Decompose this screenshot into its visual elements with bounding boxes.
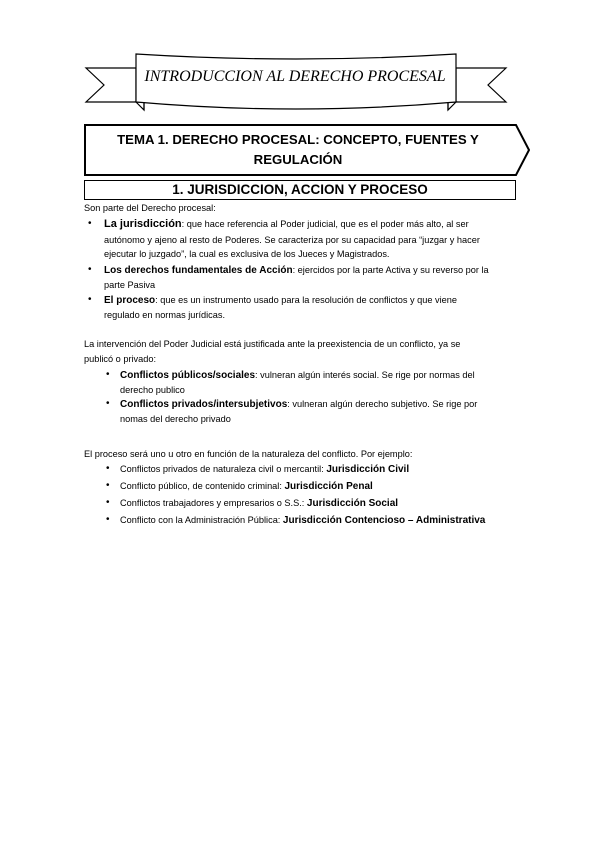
bullet-icon: •	[88, 218, 92, 229]
example-text: Conflictos trabajadores y empresarios o S.S.:	[120, 498, 307, 508]
jurisdiction-name: Jurisdicción Social	[306, 498, 399, 509]
tema-title	[100, 130, 496, 170]
section-title: 1. JURISDICCION, ACCION Y PROCESO	[172, 182, 428, 197]
list-item-line: parte Pasiva	[104, 280, 156, 290]
term-description: : vulneran algún interés social. Se rige por normas del	[255, 370, 475, 380]
bullet-icon: •	[106, 480, 110, 491]
tema-title-line2: REGULACIÓN	[253, 152, 343, 167]
bullet-icon: •	[106, 369, 110, 380]
jurisdiction-name: Jurisdicción Contencioso – Administrativa	[282, 515, 486, 526]
bullet-icon: •	[88, 264, 92, 275]
paragraph-line: La intervención del Poder Judicial está justificada ante la preexistencia de un conflicto, ya se	[84, 339, 461, 349]
term: Los derechos fundamentales de Acción	[104, 265, 293, 276]
bullet-icon: •	[106, 463, 110, 474]
tema-title-line1: TEMA 1. DERECHO PROCESAL: CONCEPTO, FUENTES Y	[117, 132, 479, 147]
ribbon-banner	[84, 50, 508, 122]
list-item-line: nomas del derecho privado	[120, 414, 231, 424]
list-item-line: ejecutar lo juzgado”, la cual es exclusiva de los Jueces y Magistrados.	[104, 249, 390, 259]
term: La jurisdicción	[104, 218, 182, 230]
example-text: Conflicto público, de contenido criminal:	[120, 481, 285, 491]
term-description: : vulneran algún derecho subjetivo. Se rige por	[287, 399, 478, 409]
jurisdiction-name: Jurisdicción Civil	[326, 464, 410, 475]
paragraph-line: El proceso será uno u otro en función de la naturaleza del conflicto. Por ejemplo:	[84, 449, 413, 459]
jurisdiction-name: Jurisdicción Penal	[284, 481, 373, 492]
bullet-icon: •	[106, 497, 110, 508]
term-description: : ejercidos por la parte Activa y su reverso por la	[292, 265, 489, 275]
bullet-icon: •	[106, 398, 110, 409]
paragraph-line: publicó o privado:	[84, 354, 157, 364]
example-text: Conflicto con la Administración Pública:	[120, 515, 283, 525]
list-item-line: autónomo y ajeno al resto de Poderes. Se caracteriza por su capacidad para “juzgar y hacer	[104, 235, 480, 245]
term: El proceso	[104, 295, 156, 306]
intro-text: Son parte del Derecho procesal:	[84, 203, 216, 213]
list-item-line: regulado en normas jurídicas.	[104, 310, 226, 320]
bullet-icon: •	[88, 294, 92, 305]
term-description: : que hace referencia al Poder judicial, que es el poder más alto, al ser	[181, 219, 469, 229]
list-item-line: derecho publico	[120, 385, 185, 395]
banner-title: INTRODUCCION AL DERECHO PROCESAL	[144, 68, 446, 85]
term: Conflictos privados/intersubjetivos	[120, 399, 288, 410]
term: Conflictos públicos/sociales	[120, 370, 256, 381]
term-description: : que es un instrumento usado para la resolución de conflictos y que viene	[155, 295, 457, 305]
example-text: Conflictos privados de naturaleza civil o mercantil:	[120, 464, 327, 474]
bullet-icon: •	[106, 514, 110, 525]
